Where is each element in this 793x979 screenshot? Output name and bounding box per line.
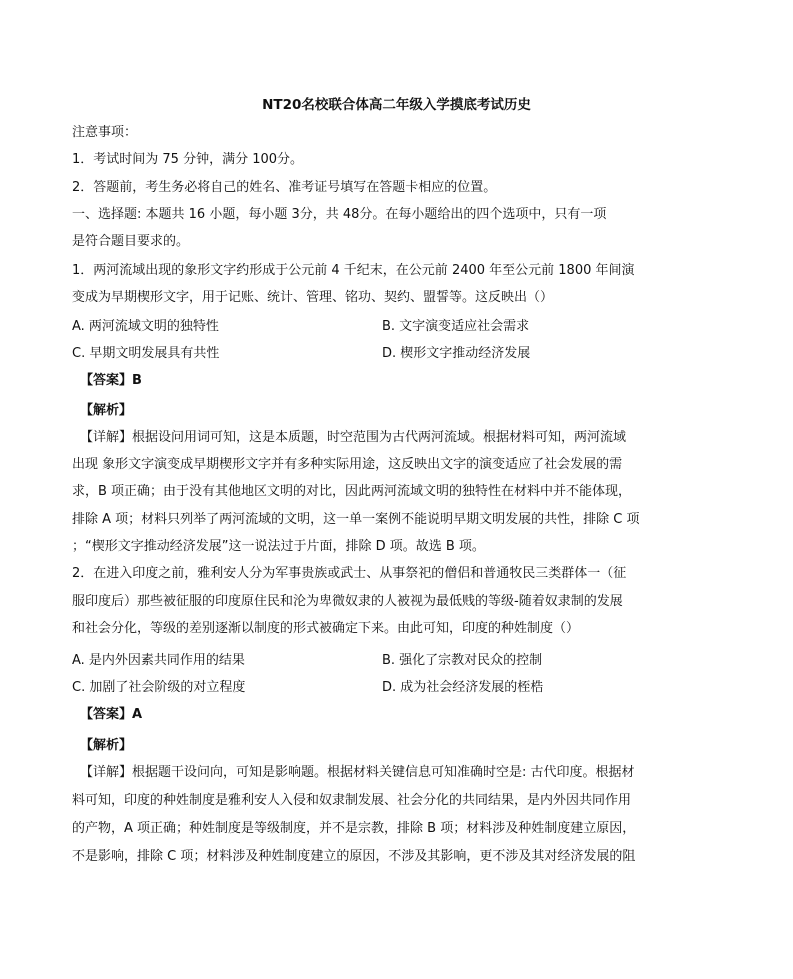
notice-item: 2．答题前，考生务必将自己的姓名、准考证号填写在答题卡相应的位置。 (72, 180, 497, 195)
section-instruction: 一、选择题: 本题共 16 小题，每小题 3分，共 48分。在每小题给出的四个选项中，只有一项 (72, 207, 607, 222)
q2-option-a: A. 是内外因素共同作用的结果 (72, 653, 245, 668)
q2-stem: 服印度后）那些被征服的印度原住民和沦为卑微奴隶的人被视为最低贱的等级-随着奴隶制的发展 (72, 594, 623, 609)
q1-detail: 出现 象形文字演变成早期楔形文字并有多种实际用途，这反映出文字的演变适应了社会发展的需 (72, 457, 623, 472)
q1-detail: 排除 A 项；材料只列举了两河流域的文明，这一单一案例不能说明早期文明发展的共性，排除 C 项 (72, 512, 640, 527)
notice-item: 1．考试时间为 75 分钟，满分 100分。 (72, 152, 304, 167)
q2-stem: 2．在进入印度之前，雅利安人分为军事贵族或武士、从事祭祀的僧侣和普通牧民三类群体一（征 (72, 566, 627, 581)
q2-detail: 的产物，A 项正确；种姓制度是等级制度，并不是宗教，排除 B 项；材料涉及种姓制度建立原因， (72, 821, 636, 836)
q1-option-c: C. 早期文明发展具有共性 (72, 346, 220, 361)
page-title: NT20名校联合体高二年级入学摸底考试历史 (262, 97, 531, 113)
q1-option-d: D. 楔形文字推动经济发展 (382, 346, 531, 361)
q2-detail: 不是影响，排除 C 项；材料涉及种姓制度建立的原因，不涉及其影响，更不涉及其对经济发展的阻 (72, 849, 636, 864)
q1-option-b: B. 文字演变适应社会需求 (382, 319, 530, 334)
q2-analysis-heading: 【解析】 (80, 738, 133, 753)
q2-answer: 【答案】A (80, 707, 143, 722)
q1-option-a: A. 两河流域文明的独特性 (72, 319, 219, 334)
q2-option-b: B. 强化了宗教对民众的控制 (382, 653, 543, 668)
q1-stem: 变成为早期楔形文字，用于记账、统计、管理、铭功、契约、盟誓等。这反映出（） (72, 290, 554, 305)
q2-option-d: D. 成为社会经济发展的桎梏 (382, 680, 544, 695)
q2-detail: 料可知，印度的种姓制度是雅利安人入侵和奴隶制发展、社会分化的共同结果，是内外因共同作用 (72, 793, 632, 808)
q2-option-c: C. 加剧了社会阶级的对立程度 (72, 680, 246, 695)
q1-stem: 1．两河流域出现的象形文字约形成于公元前 4 千纪末，在公元前 2400 年至公元前 1800 年间演 (72, 263, 635, 278)
section-instruction: 是符合题目要求的。 (72, 234, 190, 249)
q1-detail: 【详解】根据设问用词可知，这是本质题，时空范围为古代两河流域。根据材料可知，两河流域 (80, 430, 627, 445)
notice-heading: 注意事项： (72, 125, 138, 140)
q2-detail: 【详解】根据题干设问向，可知是影响题。根据材料关键信息可知准确时空是: 古代印度。根据材 (80, 765, 635, 780)
q1-detail: ；“楔形文字推动经济发展”这一说法过于片面，排除 D 项。故选 B 项。 (72, 539, 485, 554)
q1-answer: 【答案】B (80, 373, 142, 388)
q2-stem: 和社会分化，等级的差别逐渐以制度的形式被确定下来。由此可知，印度的种姓制度（） (72, 621, 580, 636)
q1-analysis-heading: 【解析】 (80, 403, 133, 418)
q1-detail: 求，B 项正确；由于没有其他地区文明的对比，因此两河流域文明的独特性在材料中并不能体现， (72, 484, 632, 499)
